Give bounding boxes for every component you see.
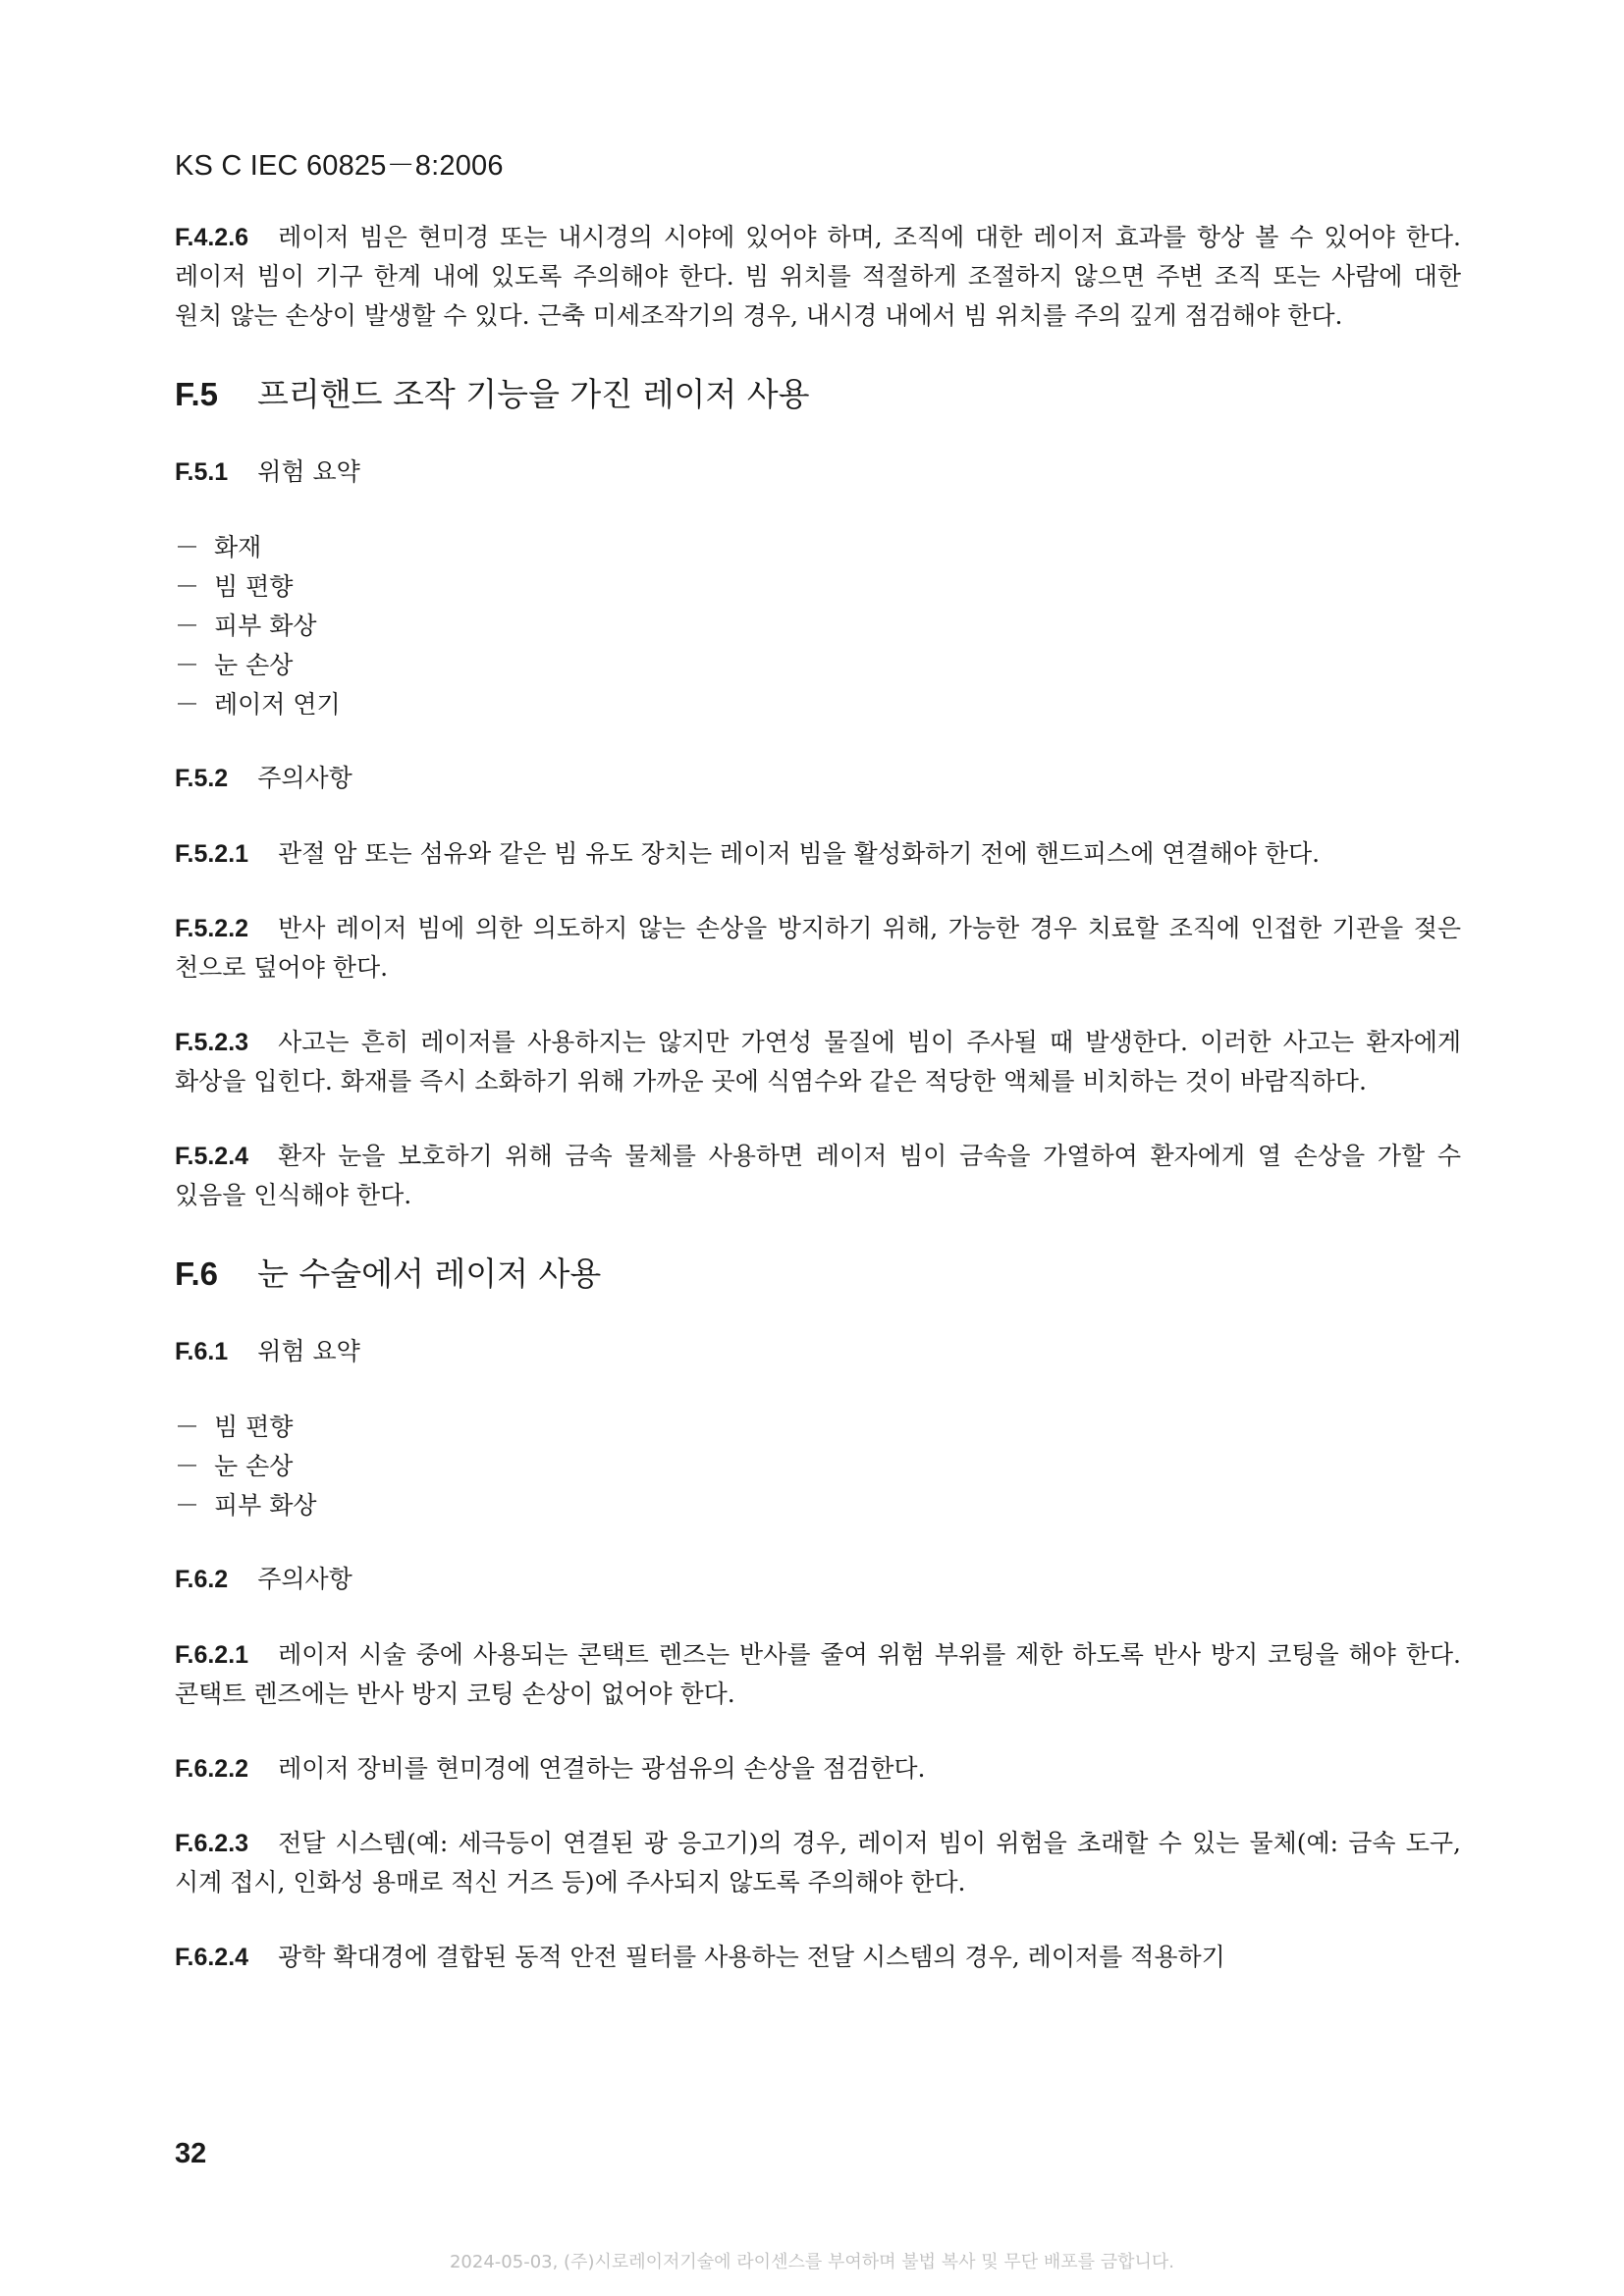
license-notice: 2024-05-03, (주)시로레이저기술에 라이센스를 부여하며 불법 복사 및 무단 배포를 금합니다. [449, 2252, 1174, 2272]
document-body [175, 218, 1461, 2012]
dash-marker: － [175, 572, 200, 601]
clause-f623 [175, 1824, 1461, 1902]
list-item [175, 567, 1461, 607]
clause-number: F.6.2.3 [175, 1830, 249, 1857]
clause-text: 레이저 장비를 현미경에 연결하는 광섬유의 손상을 점검한다. [278, 1754, 926, 1783]
clause-f622 [175, 1749, 1461, 1789]
subsection-number: F.5.1 [175, 458, 229, 486]
clause-number: F.6.2.4 [175, 1944, 249, 1971]
list-item [175, 1447, 1461, 1486]
hazard-list-f61 [175, 1408, 1461, 1525]
dash-marker: － [175, 651, 200, 679]
section-number: F.6 [175, 1255, 219, 1292]
dash-marker: － [175, 1452, 200, 1480]
list-item [175, 1408, 1461, 1447]
list-item-text: 눈 손상 [214, 651, 294, 679]
subsection-title: 주의사항 [257, 764, 352, 792]
list-item-text: 레이저 연기 [214, 690, 341, 719]
dash-marker: － [175, 690, 200, 719]
clause-f521 [175, 834, 1461, 874]
dash-marker: － [175, 612, 200, 640]
dash-marker: － [175, 1413, 200, 1441]
subsection-title: 위험 요약 [257, 457, 360, 486]
list-item-text: 빔 편향 [214, 1413, 294, 1441]
clause-f426 [175, 218, 1461, 336]
clause-text: 전달 시스템(예: 세극등이 연결된 광 응고기)의 경우, 레이저 빔이 위험을 초래할 수 있는 물체(예: 금속 도구, 시계 접시, 인화성 용매로 적신 거즈 등)에 주사되지 않도록 주의해야 한다. [175, 1829, 1461, 1896]
clause-number: F.5.2.1 [175, 840, 249, 868]
list-item [175, 607, 1461, 646]
clause-number: F.5.2.3 [175, 1029, 249, 1056]
subsection-heading-f51 [175, 455, 1461, 489]
list-item-text: 피부 화상 [214, 612, 317, 640]
section-heading-f5 [175, 375, 1461, 414]
subsection-heading-f62 [175, 1563, 1461, 1596]
subsection-number: F.6.1 [175, 1338, 229, 1365]
list-item [175, 685, 1461, 724]
clause-number: F.6.2.2 [175, 1755, 249, 1783]
list-item-text: 빔 편향 [214, 572, 294, 601]
hazard-list-f51 [175, 528, 1461, 724]
subsection-heading-f61 [175, 1335, 1461, 1368]
subsection-heading-f52 [175, 762, 1461, 795]
list-item-text: 화재 [214, 533, 262, 561]
clause-number: F.4.2.6 [175, 224, 249, 251]
clause-text: 레이저 시술 중에 사용되는 콘택트 렌즈는 반사를 줄여 위험 부위를 제한 하도록 반사 방지 코팅을 해야 한다. 콘택트 렌즈에는 반사 방지 코팅 손상이 없어야 한다. [175, 1640, 1461, 1708]
clause-f523 [175, 1023, 1461, 1101]
clause-text: 관절 암 또는 섬유와 같은 빔 유도 장치는 레이저 빔을 활성화하기 전에 핸드피스에 연결해야 한다. [278, 839, 1321, 868]
clause-f621 [175, 1635, 1461, 1714]
clause-f524 [175, 1137, 1461, 1215]
dash-marker: － [175, 1491, 200, 1520]
clause-text: 사고는 흔히 레이저를 사용하지는 않지만 가연성 물질에 빔이 주사될 때 발생한다. 이러한 사고는 환자에게 화상을 입힌다. 화재를 즉시 소화하기 위해 가까운 곳에 식염수와 같은 적당한 액체를 비치하는 것이 바람직하다. [175, 1028, 1461, 1095]
clause-number: F.6.2.1 [175, 1641, 249, 1669]
section-title: 프리핸드 조작 기능을 가진 레이저 사용 [257, 375, 810, 413]
section-title: 눈 수술에서 레이저 사용 [257, 1255, 602, 1293]
subsection-title: 주의사항 [257, 1565, 352, 1593]
clause-text: 반사 레이저 빔에 의한 의도하지 않는 손상을 방지하기 위해, 가능한 경우 치료할 조직에 인접한 기관을 젖은 천으로 덮어야 한다. [175, 914, 1461, 982]
section-heading-f6 [175, 1255, 1461, 1294]
clause-f624 [175, 1938, 1461, 1977]
list-item [175, 528, 1461, 567]
subsection-number: F.5.2 [175, 765, 229, 792]
clause-text: 광학 확대경에 결합된 동적 안전 필터를 사용하는 전달 시스템의 경우, 레이저를 적용하기 [278, 1943, 1225, 1971]
clause-number: F.5.2.2 [175, 915, 249, 942]
subsection-title: 위험 요약 [257, 1337, 360, 1365]
document-standard-header: KS C IEC 60825－8:2006 [175, 150, 504, 182]
list-item [175, 646, 1461, 685]
page-number: 32 [175, 2138, 207, 2169]
clause-text: 환자 눈을 보호하기 위해 금속 물체를 사용하면 레이저 빔이 금속을 가열하여 환자에게 열 손상을 가할 수 있음을 인식해야 한다. [175, 1142, 1461, 1209]
subsection-number: F.6.2 [175, 1566, 229, 1593]
clause-f522 [175, 909, 1461, 988]
clause-text: 레이저 빔은 현미경 또는 내시경의 시야에 있어야 하며, 조직에 대한 레이저 효과를 항상 볼 수 있어야 한다. 레이저 빔이 기구 한계 내에 있도록 주의해야 한다. 빔 위치를 적절하게 조절하지 않으면 주변 조직 또는 사람에 대한 원치 않는 손상이 발생할 수 있다. 근축 미세조작기의 경우, 내시경 내에서 빔 위치를 주의 깊게 점검해야 한다. [175, 223, 1461, 330]
section-number: F.5 [175, 376, 219, 412]
list-item-text: 피부 화상 [214, 1491, 317, 1520]
dash-marker: － [175, 533, 200, 561]
clause-number: F.5.2.4 [175, 1143, 249, 1170]
list-item-text: 눈 손상 [214, 1452, 294, 1480]
list-item [175, 1486, 1461, 1525]
